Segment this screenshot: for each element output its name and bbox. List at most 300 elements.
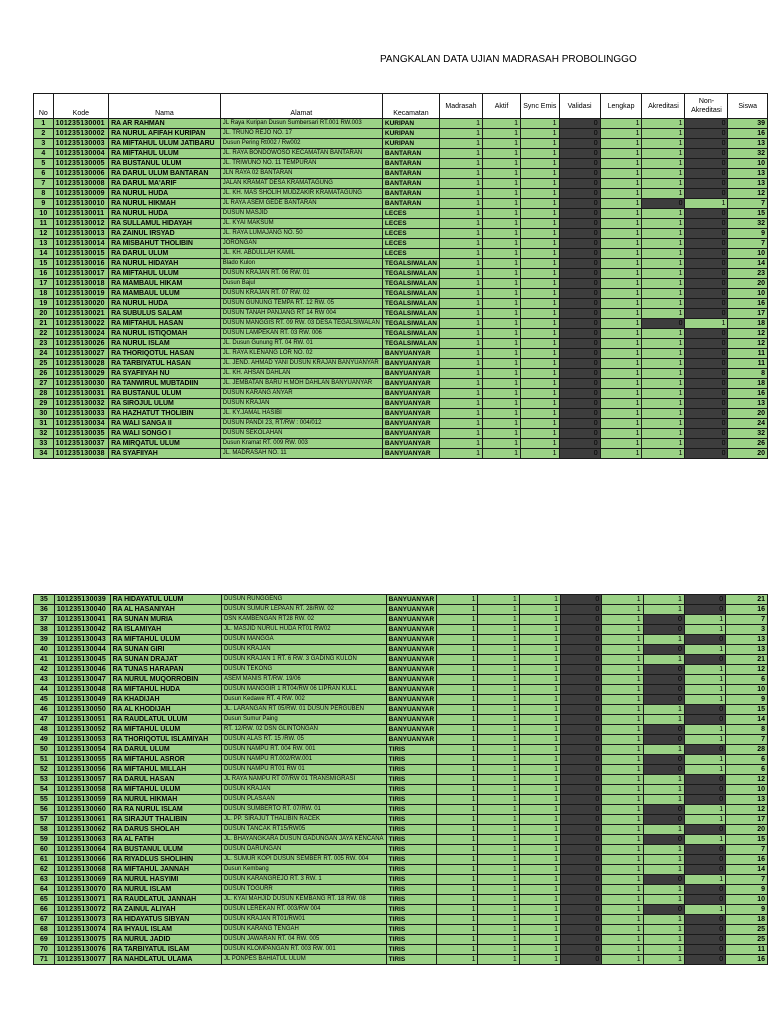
cell-sync-emis: 1: [521, 419, 560, 429]
cell-no: 64: [34, 885, 55, 895]
table-row: [34, 259, 768, 269]
cell-siswa: 12: [728, 339, 768, 349]
cell-kecamatan: TEGALSIWALAN: [382, 259, 439, 269]
cell-validasi: 0: [559, 189, 600, 199]
cell-validasi: 0: [561, 715, 602, 725]
cell-siswa: 8: [726, 725, 768, 735]
table-row: [34, 805, 768, 815]
cell-non-akreditasi: 1: [684, 615, 725, 625]
cell-validasi: 0: [561, 895, 602, 905]
cell-madrasah: 1: [437, 775, 478, 785]
col-header-alamat: Alamat: [220, 94, 382, 119]
cell-nama: RA MIRQATUL ULUM: [109, 439, 221, 449]
cell-siswa: 18: [728, 379, 768, 389]
cell-non-akreditasi: 1: [684, 735, 725, 745]
cell-validasi: 0: [561, 955, 602, 965]
cell-nama: RA MIFTAHUL JANNAH: [110, 865, 221, 875]
cell-alamat: DUSUN TANAH PANJANG RT 14 RW 004: [220, 309, 382, 319]
cell-kode: 101235130024: [53, 329, 108, 339]
cell-nama: RA TARBIYATUL ISLAM: [110, 945, 221, 955]
cell-validasi: 0: [559, 409, 600, 419]
cell-non-akreditasi: 0: [684, 595, 725, 605]
cell-aktif: 1: [478, 625, 519, 635]
cell-kecamatan: BANYUANYAR: [386, 635, 437, 645]
cell-non-akreditasi: 0: [685, 269, 728, 279]
cell-nama: RA MIFTAHUL ULUM: [110, 725, 221, 735]
cell-akreditasi: 1: [643, 785, 684, 795]
cell-siswa: 13: [726, 635, 768, 645]
cell-kode: 101235130049: [54, 695, 110, 705]
table-header-row: [34, 94, 768, 119]
cell-alamat: DUSUN MANGGIS RT. 09 RW. 03 DESA TEGALSIWALAN: [220, 319, 382, 329]
cell-madrasah: 1: [439, 389, 482, 399]
table-row: [34, 765, 768, 775]
cell-lengkap: 1: [602, 855, 643, 865]
cell-akreditasi: 1: [643, 715, 684, 725]
cell-siswa: 16: [728, 129, 768, 139]
cell-alamat: DUSUN TEKONG: [221, 665, 386, 675]
cell-kecamatan: BANYUANYAR: [386, 625, 437, 635]
cell-non-akreditasi: 1: [684, 695, 725, 705]
cell-aktif: 1: [478, 785, 519, 795]
cell-lengkap: 1: [602, 955, 643, 965]
cell-kecamatan: BANTARAN: [382, 169, 439, 179]
cell-aktif: 1: [478, 875, 519, 885]
cell-akreditasi: 1: [642, 189, 685, 199]
cell-validasi: 0: [559, 359, 600, 369]
cell-sync-emis: 1: [521, 219, 560, 229]
cell-aktif: 1: [483, 269, 521, 279]
cell-validasi: 0: [561, 655, 602, 665]
cell-validasi: 0: [559, 419, 600, 429]
cell-validasi: 0: [561, 635, 602, 645]
cell-kecamatan: KURIPAN: [382, 119, 439, 129]
cell-nama: RA ISLAMIYAH: [110, 625, 221, 635]
cell-no: 17: [34, 279, 54, 289]
cell-kecamatan: BANYUANYAR: [386, 705, 437, 715]
cell-aktif: 1: [483, 169, 521, 179]
cell-nama: RA MIFTAHUL HASAN: [109, 319, 221, 329]
cell-non-akreditasi: 1: [684, 905, 725, 915]
cell-no: 11: [34, 219, 54, 229]
cell-no: 33: [34, 439, 54, 449]
cell-madrasah: 1: [437, 695, 478, 705]
cell-alamat: JL. PP. SIRAJUT THALIBIN RACEK: [221, 815, 386, 825]
cell-alamat: DUSUN RUNGGENG: [221, 595, 386, 605]
cell-lengkap: 1: [600, 169, 642, 179]
cell-madrasah: 1: [437, 895, 478, 905]
table-row: [34, 655, 768, 665]
cell-no: 44: [34, 685, 55, 695]
cell-alamat: DUSUN TANCAK RT15/RW05: [221, 825, 386, 835]
cell-aktif: 1: [478, 645, 519, 655]
cell-nama: RA SIROJUL ULUM: [109, 399, 221, 409]
cell-madrasah: 1: [439, 289, 482, 299]
cell-aktif: 1: [478, 885, 519, 895]
cell-validasi: 0: [561, 595, 602, 605]
cell-aktif: 1: [483, 119, 521, 129]
cell-akreditasi: 1: [643, 955, 684, 965]
cell-aktif: 1: [483, 329, 521, 339]
cell-siswa: 12: [726, 775, 768, 785]
cell-nama: RA TANWIRUL MUBTADIIN: [109, 379, 221, 389]
cell-validasi: 0: [559, 269, 600, 279]
cell-kode: 101235130002: [53, 129, 108, 139]
cell-validasi: 0: [561, 935, 602, 945]
cell-kode: 101235130048: [54, 685, 110, 695]
cell-siswa: 16: [728, 389, 768, 399]
cell-no: 30: [34, 409, 54, 419]
cell-nama: RA NURUL HIDAYAH: [109, 259, 221, 269]
cell-aktif: 1: [478, 915, 519, 925]
cell-non-akreditasi: 0: [684, 705, 725, 715]
cell-aktif: 1: [483, 299, 521, 309]
cell-kecamatan: BANYUANYAR: [386, 595, 437, 605]
cell-non-akreditasi: 0: [685, 299, 728, 309]
cell-no: 57: [34, 815, 55, 825]
cell-validasi: 0: [559, 199, 600, 209]
col-header-lengkap: Lengkap: [600, 94, 642, 119]
table-row: [34, 359, 768, 369]
cell-madrasah: 1: [439, 229, 482, 239]
cell-akreditasi: 0: [642, 319, 685, 329]
cell-aktif: 1: [478, 745, 519, 755]
cell-kecamatan: LECES: [382, 249, 439, 259]
cell-validasi: 0: [559, 399, 600, 409]
cell-kode: 101235130062: [54, 825, 110, 835]
cell-siswa: 6: [726, 755, 768, 765]
cell-lengkap: 1: [600, 149, 642, 159]
cell-siswa: 10: [726, 895, 768, 905]
cell-no: 2: [34, 129, 54, 139]
cell-non-akreditasi: 0: [684, 925, 725, 935]
cell-siswa: 32: [728, 149, 768, 159]
cell-aktif: 1: [478, 855, 519, 865]
cell-siswa: 10: [728, 289, 768, 299]
cell-akreditasi: 1: [642, 399, 685, 409]
cell-kode: 101235130074: [54, 925, 110, 935]
cell-validasi: 0: [559, 169, 600, 179]
table-row: [34, 369, 768, 379]
cell-kecamatan: TIRIS: [386, 755, 437, 765]
cell-akreditasi: 1: [642, 329, 685, 339]
cell-alamat: DUSUN KRAJAN: [221, 785, 386, 795]
cell-sync-emis: 1: [521, 139, 560, 149]
table-row: [34, 419, 768, 429]
cell-madrasah: 1: [439, 299, 482, 309]
cell-madrasah: 1: [439, 119, 482, 129]
cell-madrasah: 1: [439, 329, 482, 339]
cell-no: 62: [34, 865, 55, 875]
table-row: [34, 339, 768, 349]
cell-non-akreditasi: 0: [684, 865, 725, 875]
table-row: [34, 349, 768, 359]
cell-madrasah: 1: [437, 725, 478, 735]
cell-aktif: 1: [483, 279, 521, 289]
cell-non-akreditasi: 0: [685, 219, 728, 229]
cell-lengkap: 1: [600, 289, 642, 299]
cell-nama: RA DARUL MA'ARIF: [109, 179, 221, 189]
cell-no: 65: [34, 895, 55, 905]
cell-alamat: DUSUN DARUNGAN: [221, 845, 386, 855]
cell-alamat: Dusun Kembang: [221, 865, 386, 875]
cell-kecamatan: TIRIS: [386, 835, 437, 845]
cell-alamat: DSN KAMBENGAN RT28 RW. 02: [221, 615, 386, 625]
cell-lengkap: 1: [600, 299, 642, 309]
table-row: [34, 945, 768, 955]
cell-non-akreditasi: 0: [684, 745, 725, 755]
cell-lengkap: 1: [600, 309, 642, 319]
cell-validasi: 0: [561, 885, 602, 895]
cell-kode: 101235130057: [54, 775, 110, 785]
cell-madrasah: 1: [437, 825, 478, 835]
cell-akreditasi: 1: [643, 775, 684, 785]
cell-lengkap: 1: [602, 905, 643, 915]
table-row: [34, 635, 768, 645]
cell-validasi: 0: [559, 379, 600, 389]
table-row: [34, 379, 768, 389]
cell-madrasah: 1: [439, 189, 482, 199]
cell-sync-emis: 1: [521, 379, 560, 389]
table-row: [34, 329, 768, 339]
cell-akreditasi: 0: [643, 625, 684, 635]
cell-non-akreditasi: 0: [685, 409, 728, 419]
cell-kode: 101235130015: [53, 249, 108, 259]
cell-no: 66: [34, 905, 55, 915]
cell-siswa: 7: [726, 615, 768, 625]
table-row: [34, 399, 768, 409]
cell-akreditasi: 1: [643, 595, 684, 605]
cell-sync-emis: 1: [521, 149, 560, 159]
cell-lengkap: 1: [600, 429, 642, 439]
cell-alamat: DUSUN GUNUNG TEMPA RT. 12 RW. 05: [220, 299, 382, 309]
cell-kode: 101235130075: [54, 935, 110, 945]
cell-aktif: 1: [478, 795, 519, 805]
cell-alamat: DUSUN KARANG TENGAH: [221, 925, 386, 935]
cell-kode: 101235130072: [54, 905, 110, 915]
cell-sync-emis: 1: [519, 695, 560, 705]
cell-akreditasi: 1: [642, 349, 685, 359]
cell-akreditasi: 1: [643, 605, 684, 615]
cell-alamat: JL. KH. AHSAN DAHLAN: [220, 369, 382, 379]
cell-kode: 101235130009: [53, 189, 108, 199]
cell-akreditasi: 1: [642, 289, 685, 299]
cell-nama: RA ZAINUL IRSYAD: [109, 229, 221, 239]
cell-lengkap: 1: [600, 349, 642, 359]
cell-lengkap: 1: [600, 319, 642, 329]
cell-nama: RA HIDAYATUL ULUM: [110, 595, 221, 605]
cell-alamat: DUSUN LEREKAN RT. 003/RW 004: [221, 905, 386, 915]
cell-lengkap: 1: [602, 645, 643, 655]
cell-alamat: Dusun Kramat RT. 009 RW. 003: [220, 439, 382, 449]
cell-alamat: JL. MADRASAH NO. 11: [220, 449, 382, 459]
table-row: [34, 715, 768, 725]
cell-madrasah: 1: [437, 665, 478, 675]
cell-lengkap: 1: [600, 279, 642, 289]
cell-madrasah: 1: [439, 369, 482, 379]
cell-non-akreditasi: 0: [684, 935, 725, 945]
cell-siswa: 16: [726, 855, 768, 865]
table-row: [34, 279, 768, 289]
cell-no: 51: [34, 755, 55, 765]
cell-lengkap: 1: [602, 665, 643, 675]
cell-madrasah: 1: [439, 349, 482, 359]
cell-aktif: 1: [483, 249, 521, 259]
cell-lengkap: 1: [600, 369, 642, 379]
cell-akreditasi: 1: [642, 169, 685, 179]
cell-non-akreditasi: 1: [684, 835, 725, 845]
cell-lengkap: 1: [600, 339, 642, 349]
cell-alamat: DUSUN MANGGA: [221, 635, 386, 645]
table-row: [34, 409, 768, 419]
cell-kecamatan: TIRIS: [386, 785, 437, 795]
cell-sync-emis: 1: [521, 239, 560, 249]
cell-validasi: 0: [561, 675, 602, 685]
cell-alamat: DUSUN TOGURR: [221, 885, 386, 895]
cell-alamat: DUSUN KRAJAN RT. 06 RW. 01: [220, 269, 382, 279]
cell-sync-emis: 1: [521, 409, 560, 419]
cell-lengkap: 1: [602, 825, 643, 835]
cell-lengkap: 1: [600, 359, 642, 369]
cell-alamat: JL. RAYA KLENANG LOR NO. 02: [220, 349, 382, 359]
cell-siswa: 13: [726, 795, 768, 805]
cell-kecamatan: TEGALSIWALAN: [382, 319, 439, 329]
cell-kode: 101235130030: [53, 379, 108, 389]
cell-siswa: 20: [728, 449, 768, 459]
cell-siswa: 21: [726, 595, 768, 605]
cell-siswa: 14: [726, 715, 768, 725]
cell-non-akreditasi: 0: [685, 249, 728, 259]
cell-akreditasi: 1: [642, 129, 685, 139]
cell-nama: RA NURUL HUDA: [109, 189, 221, 199]
cell-sync-emis: 1: [521, 299, 560, 309]
cell-siswa: 20: [728, 279, 768, 289]
cell-kecamatan: LECES: [382, 209, 439, 219]
cell-validasi: 0: [559, 389, 600, 399]
cell-akreditasi: 1: [642, 439, 685, 449]
cell-nama: RA WALI SANGA II: [109, 419, 221, 429]
cell-siswa: 13: [728, 169, 768, 179]
cell-aktif: 1: [478, 925, 519, 935]
cell-lengkap: 1: [600, 389, 642, 399]
cell-akreditasi: 1: [643, 925, 684, 935]
cell-alamat: JALAN KRAMAT DESA KRAMATAGUNG: [220, 179, 382, 189]
cell-akreditasi: 0: [643, 755, 684, 765]
cell-aktif: 1: [483, 179, 521, 189]
cell-kode: 101235130039: [54, 595, 110, 605]
cell-siswa: 16: [728, 299, 768, 309]
cell-nama: RA THORIQOTUL ISLAMIYAH: [110, 735, 221, 745]
cell-nama: RA NURUL MUQORROBIN: [110, 675, 221, 685]
cell-kode: 101235130028: [53, 359, 108, 369]
cell-no: 19: [34, 299, 54, 309]
cell-aktif: 1: [478, 845, 519, 855]
cell-aktif: 1: [478, 705, 519, 715]
cell-kode: 101235130059: [54, 795, 110, 805]
cell-lengkap: 1: [602, 935, 643, 945]
cell-alamat: Dusun Kedawe RT. 4 RW. 002: [221, 695, 386, 705]
table-row: [34, 645, 768, 655]
cell-madrasah: 1: [439, 449, 482, 459]
table-row: [34, 169, 768, 179]
cell-kode: 101235130031: [53, 389, 108, 399]
cell-kode: 101235130032: [53, 399, 108, 409]
table-row: [34, 855, 768, 865]
cell-kecamatan: BANYUANYAR: [386, 605, 437, 615]
cell-lengkap: 1: [602, 655, 643, 665]
cell-aktif: 1: [483, 149, 521, 159]
cell-validasi: 0: [559, 429, 600, 439]
cell-alamat: JL. RAYA LUMAJANG NO. 50: [220, 229, 382, 239]
cell-siswa: 24: [728, 419, 768, 429]
cell-non-akreditasi: 0: [684, 955, 725, 965]
cell-non-akreditasi: 1: [684, 625, 725, 635]
cell-no: 58: [34, 825, 55, 835]
cell-madrasah: 1: [437, 745, 478, 755]
cell-akreditasi: 0: [643, 815, 684, 825]
cell-siswa: 15: [726, 835, 768, 845]
cell-no: 31: [34, 419, 54, 429]
cell-akreditasi: 0: [643, 615, 684, 625]
cell-akreditasi: 1: [642, 409, 685, 419]
cell-alamat: JL. BHAYANGKARA DUSUN GADUNGAN JAYA KENCANA: [221, 835, 386, 845]
cell-aktif: 1: [483, 189, 521, 199]
data-table-2: [33, 594, 768, 965]
cell-aktif: 1: [478, 675, 519, 685]
table-row: [34, 695, 768, 705]
cell-lengkap: 1: [602, 735, 643, 745]
cell-kecamatan: KURIPAN: [382, 139, 439, 149]
cell-sync-emis: 1: [521, 159, 560, 169]
cell-validasi: 0: [561, 875, 602, 885]
cell-lengkap: 1: [600, 229, 642, 239]
cell-alamat: JL PONPES BAHIATUL ULUM: [221, 955, 386, 965]
table-row: [34, 605, 768, 615]
cell-sync-emis: 1: [521, 259, 560, 269]
cell-akreditasi: 1: [642, 139, 685, 149]
cell-non-akreditasi: 1: [685, 319, 728, 329]
cell-kode: 101235130020: [53, 299, 108, 309]
cell-sync-emis: 1: [519, 675, 560, 685]
cell-no: 46: [34, 705, 55, 715]
cell-aktif: 1: [478, 665, 519, 675]
cell-aktif: 1: [478, 735, 519, 745]
cell-lengkap: 1: [600, 409, 642, 419]
cell-alamat: DUSUN KARANG ANYAR: [220, 389, 382, 399]
cell-akreditasi: 1: [643, 945, 684, 955]
cell-akreditasi: 1: [642, 149, 685, 159]
cell-kecamatan: TEGALSIWALAN: [382, 299, 439, 309]
cell-akreditasi: 0: [643, 675, 684, 685]
cell-nama: RA ZAINUL ALIYAH: [110, 905, 221, 915]
table-row: [34, 755, 768, 765]
cell-sync-emis: 1: [519, 875, 560, 885]
cell-non-akreditasi: 0: [684, 715, 725, 725]
cell-akreditasi: 1: [642, 229, 685, 239]
cell-kode: 101235130058: [54, 785, 110, 795]
table-row: [34, 595, 768, 605]
cell-siswa: 11: [728, 359, 768, 369]
cell-lengkap: 1: [600, 199, 642, 209]
cell-validasi: 0: [559, 179, 600, 189]
cell-alamat: Blado Kulon: [220, 259, 382, 269]
table-row: [34, 665, 768, 675]
cell-sync-emis: 1: [521, 439, 560, 449]
cell-madrasah: 1: [437, 935, 478, 945]
cell-no: 41: [34, 655, 55, 665]
cell-lengkap: 1: [602, 695, 643, 705]
cell-non-akreditasi: 0: [685, 309, 728, 319]
